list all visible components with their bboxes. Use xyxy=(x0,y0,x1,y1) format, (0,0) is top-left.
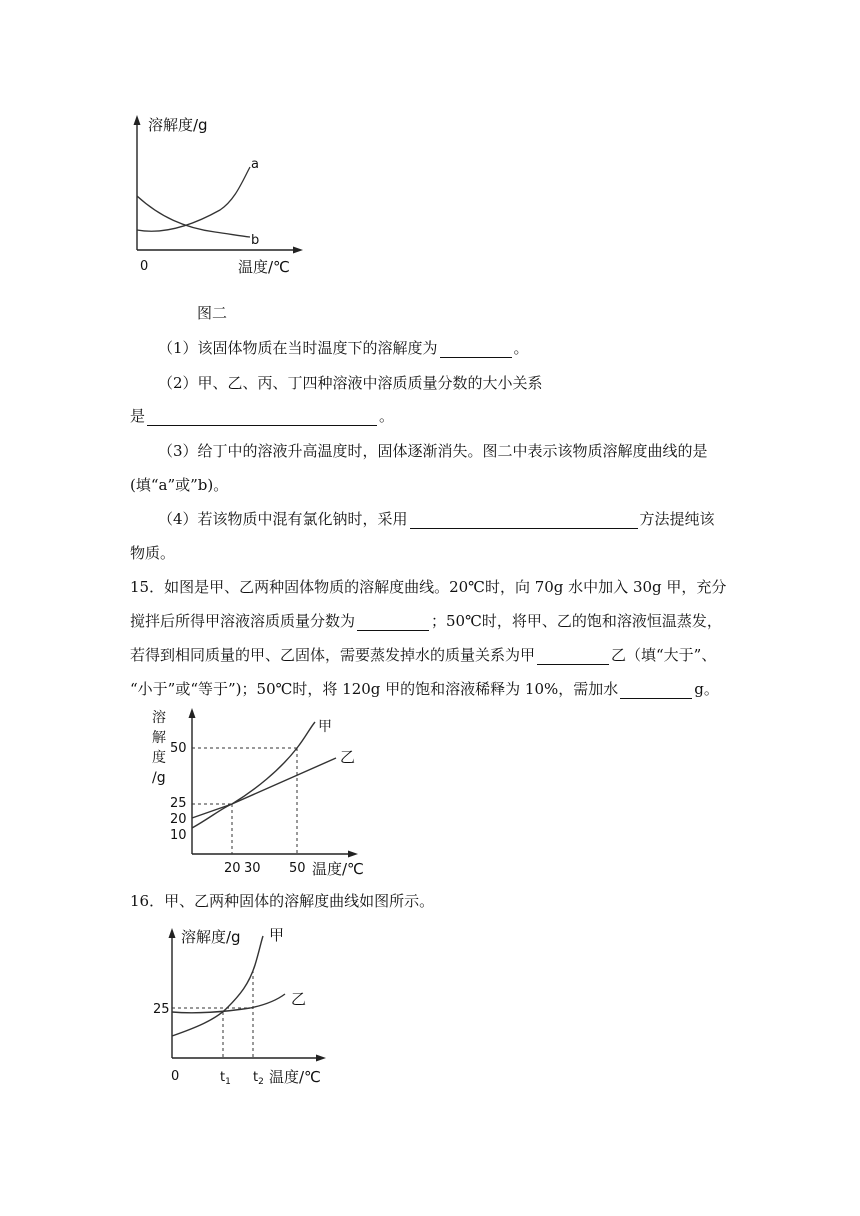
x-tick-30: 30 xyxy=(244,861,261,876)
q15-line2 xyxy=(130,610,722,631)
x-axis-arrow-icon xyxy=(293,247,303,254)
q14-part4-blank[interactable] xyxy=(410,512,638,529)
q14-part1-text: （1）该固体物质在当时温度下的溶解度为 xyxy=(158,339,438,357)
figure-16-solubility-chart xyxy=(145,920,345,1090)
y-tick-25: 25 xyxy=(170,796,187,811)
q15-line3 xyxy=(130,644,716,665)
y-label-char-3: 度 xyxy=(152,750,166,766)
q14-part2-end: 。 xyxy=(379,407,395,425)
y-axis-arrow-icon xyxy=(134,115,141,125)
curve-yi-label: 乙 xyxy=(340,748,356,766)
y-tick-50: 50 xyxy=(170,741,187,756)
q15-text1: 15．如图是甲、乙两种固体物质的溶解度曲线。20℃时，向 70g 水中加入 30g 甲，充分 xyxy=(130,578,727,596)
q14-part4-end: 方法提纯该 xyxy=(639,510,715,528)
q16-text1: 16．甲、乙两种固体的溶解度曲线如图所示。 xyxy=(130,892,435,910)
q14-part2-prefix: 是 xyxy=(130,407,146,425)
q14-part3-hint: (填“a”或”b)。 xyxy=(130,476,229,494)
curve-yi-label: 乙 xyxy=(291,990,307,1008)
x-axis-arrow-icon xyxy=(348,851,358,858)
figure-15-solubility-chart xyxy=(140,700,380,880)
q15-blank2[interactable] xyxy=(537,648,609,665)
x-axis-label: 温度/℃ xyxy=(238,258,290,276)
t2-main: t xyxy=(253,1070,259,1085)
curve-b-label: b xyxy=(251,233,260,248)
q14-part2-text: （2）甲、乙、丙、丁四种溶液中溶质质量分数的大小关系 xyxy=(158,374,543,392)
q14-part3 xyxy=(158,440,708,461)
q15-blank1[interactable] xyxy=(357,614,429,631)
y-label-char-2: 解 xyxy=(152,730,166,746)
q14-part2-cont xyxy=(130,405,394,426)
q15-text2b: ；50℃时，将甲、乙的饱和溶液恒温蒸发， xyxy=(431,612,722,630)
y-tick-20: 20 xyxy=(170,812,187,827)
curve-a xyxy=(137,167,250,231)
q15-text3b: 乙（填“大于”、 xyxy=(611,646,717,664)
q14-part3-cont xyxy=(130,474,228,495)
x-axis-arrow-icon xyxy=(316,1055,326,1062)
y-axis-label: 溶解度/g xyxy=(181,928,241,946)
q15-text4a: “小于”或“等于”)；50℃时，将 120g 甲的饱和溶液稀释为 10%，需加水 xyxy=(130,680,619,698)
q15-text3a: 若得到相同质量的甲、乙固体，需要蒸发掉水的质量关系为甲 xyxy=(130,646,536,664)
q14-part1 xyxy=(158,337,529,358)
q14-part4 xyxy=(158,508,715,529)
t1-subscript: 1 xyxy=(225,1077,231,1087)
y-label-char-4: /g xyxy=(152,770,166,786)
q14-part1-blank[interactable] xyxy=(440,341,512,358)
q15-text2a: 搅拌后所得甲溶液溶质质量分数为 xyxy=(130,612,356,630)
curve-a-label: a xyxy=(251,157,259,172)
q14-part4-cont xyxy=(130,542,175,563)
figure-2-caption: 图二 xyxy=(197,304,228,322)
q14-part2 xyxy=(158,372,543,393)
y-tick-10: 10 xyxy=(170,828,187,843)
x-axis-label: 温度/℃ xyxy=(269,1068,321,1086)
y-axis-arrow-icon xyxy=(169,928,176,938)
curve-jia xyxy=(172,936,263,1036)
y-tick-25: 25 xyxy=(153,1002,170,1017)
origin-label: 0 xyxy=(140,259,149,274)
x-tick-50: 50 xyxy=(289,861,306,876)
curve-yi xyxy=(192,758,336,818)
q15-blank3[interactable] xyxy=(620,682,692,699)
x-tick-t1 xyxy=(220,1070,231,1087)
q15-line1 xyxy=(130,576,726,597)
q15-text4b: g。 xyxy=(694,680,719,698)
x-axis-label: 温度/℃ xyxy=(312,860,364,878)
curve-jia-label: 甲 xyxy=(269,926,285,944)
t2-subscript: 2 xyxy=(258,1077,264,1087)
y-axis-arrow-icon xyxy=(189,708,196,718)
q14-part2-blank[interactable] xyxy=(147,409,377,426)
q14-part4-text: （4）若该物质中混有氯化钠时，采用 xyxy=(158,510,408,528)
q14-part3-text: （3）给丁中的溶液升高温度时，固体逐渐消失。图二中表示该物质溶解度曲线的是 xyxy=(158,442,708,460)
origin-label: 0 xyxy=(171,1069,180,1084)
x-tick-t2 xyxy=(253,1070,264,1087)
y-label-char-1: 溶 xyxy=(152,710,166,726)
curve-yi xyxy=(172,994,285,1013)
q14-part1-end: 。 xyxy=(513,339,529,357)
y-axis-label: 溶解度/g xyxy=(148,116,208,134)
t1-main: t xyxy=(220,1070,226,1085)
q16-line1 xyxy=(130,890,434,911)
x-tick-20: 20 xyxy=(224,861,241,876)
curve-jia-label: 甲 xyxy=(318,719,332,735)
q14-part4-text2: 物质。 xyxy=(130,544,176,562)
figure-2-solubility-chart xyxy=(120,112,320,282)
q15-line4 xyxy=(130,678,719,699)
